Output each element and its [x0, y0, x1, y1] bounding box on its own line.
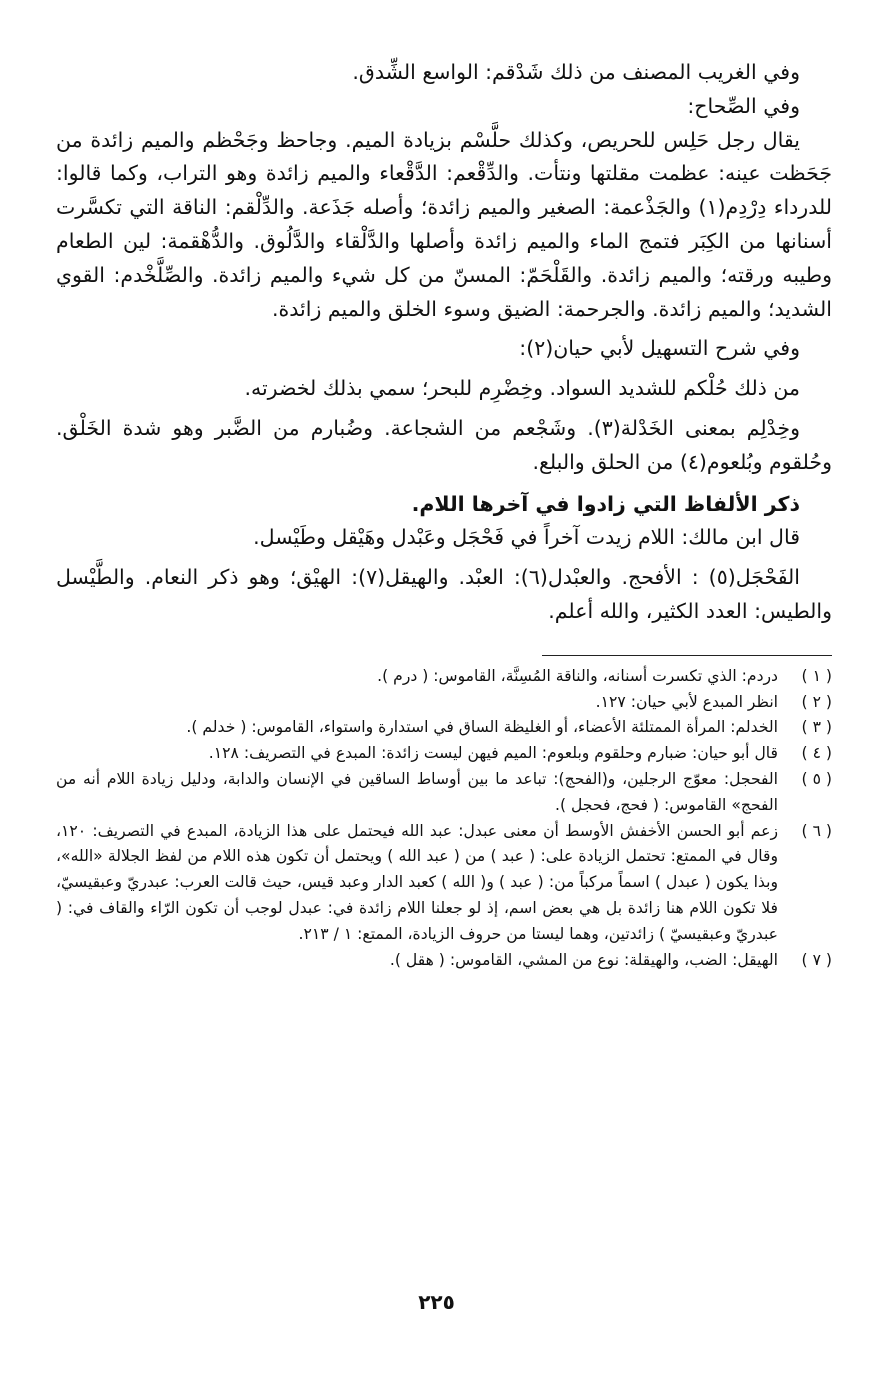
- footnote-number: ( ٢ ): [801, 692, 832, 711]
- footnote-text: الفحجل: معوّج الرجلين، و(الفحج): تباعد ما بين أوساط الساقين في الإنسان والدابة، ودليل زيادة اللام أنه من الفحج» القاموس: ( فحج، فحجل ).: [56, 769, 778, 814]
- page-number: ٢٢٥: [418, 1290, 455, 1314]
- footnote-item: [56, 664, 832, 690]
- footnote-number: ( ٤ ): [801, 744, 832, 763]
- paragraph-hulkum: من ذلك حُلْكم للشديد السواد. وخِضْرِم للبحر؛ سمي بذلك لخضرته.: [244, 376, 800, 401]
- paragraph-ibn-malik: قال ابن مالك: اللام زيدت آخراً في فَحْجَل وعَبْدل وهَيْقل وطَيْسل.: [253, 525, 800, 550]
- footnote-item: [56, 819, 832, 948]
- footnote-text: دردم: الذي تكسرت أسنانه، والناقة المُسِنَّة، القاموس: ( درم ).: [377, 666, 778, 685]
- footnote-number: ( ١ ): [801, 666, 832, 685]
- footnote-item: [56, 948, 832, 974]
- footnote-item: [56, 690, 832, 716]
- paragraph-fahjal: الفَحْجَل(٥) : الأفحج. والعبْدل(٦): العبْد. والهيقل(٧): الهيْق؛ وهو ذكر النعام. والطَّيْسل والطيس: العدد الكثير، والله أعلم.: [56, 565, 832, 623]
- footnote-item: [56, 767, 832, 819]
- footnote-item: [56, 715, 832, 741]
- footnote-separator: [542, 655, 832, 656]
- footnote-text: قال أبو حيان: ضبارم وحلقوم وبلعوم: الميم فيهن ليست زائدة: المبدع في التصريف: ١٢٨.: [208, 744, 778, 763]
- paragraph-sihah-body: يقال رجل حَلِس للحريص، وكذلك حلَّسْم بزيادة الميم. وجاحظ وجَحْظم والميم زائدة من جَحَظت عينه: عظمت مقلتها ونتأت. والدِّقْعم: الدَّقْعاء والميم زائدة وهو التراب، وكما قالوا: للدرداء دِرْدِم(١) والجَذْعمة: الصغير والميم زائدة؛ وأصله جَذَعة. والدِّلْقم: الناقة التي تكسَّرت أسنانها من الكِبَر فتمج الماء والميم زائدة وأصلها والدَّلْقاء والدَّلُوق. والدُّهْقمة: لين الطعام وطيبه ورقته؛ والميم زائدة. والقَلْحَمّ: المسنّ من كل شيء والميم زائدة. والصِّلَّخْدم: القوي الشديد؛ والميم زائدة. والجرحمة: الضيق وسوء الخلق والميم زائدة.: [56, 127, 832, 321]
- paragraph-khidlim: وخِدْلِم بمعنى الخَدْلة(٣). وشَجْعم من الشجاعة. وضُبارم من الضَّبر وهو شدة الخَلْق. وحُلقوم وبُلعوم(٤) من الحلق والبلع.: [56, 415, 832, 474]
- main-text: [56, 56, 832, 629]
- footnote-number: ( ٦ ): [801, 821, 832, 840]
- footnote-text: زعم أبو الحسن الأخفش الأوسط أن معنى عبدل: عبد الله فيحتمل على هذا الزيادة، المبدع في التصريف: ١٢٠، وقال في الممتع: تحتمل الزيادة على: ( عبد ) من ( عبد الله ) ويحتمل أن تكون هذه اللام من لفظ الجلالة «الله»، وبذا يكون ( عبدل ) اسماً مركباً من: ( عبد ) و( الله ) كعبد الدار وعبد قيس، حيث قالت العرب: عبدريّ وعبقيسيّ، فلا تكون اللام هنا زائدة بل هي بعض اسم، إذ لو جعلنا اللام زائدة في: عبدل لوجب أن تكون الرّاء والقاف في: ( عبدريّ وعبقيسيّ ) زائدتين، وهما ليستا من حروف الزيادة، الممتع: ١ / ٢١٣.: [56, 821, 778, 943]
- section-heading: ذكر الألفاظ التي زادوا في آخرها اللام.: [411, 491, 800, 516]
- page-body: [56, 56, 832, 973]
- paragraph-sihah-intro: وفي الصِّحاح:: [687, 93, 800, 118]
- footnote-text: انظر المبدع لأبي حيان: ١٢٧.: [595, 692, 778, 711]
- footnote-item: [56, 741, 832, 767]
- footnote-number: ( ٧ ): [801, 950, 832, 969]
- paragraph-tashil-intro: وفي شرح التسهيل لأبي حيان(٢):: [519, 336, 800, 361]
- footnotes: [56, 664, 832, 974]
- footnote-number: ( ٣ ): [801, 718, 832, 737]
- paragraph-gharib: وفي الغريب المصنف من ذلك شَدْقم: الواسع الشِّدق.: [352, 60, 800, 84]
- footnote-number: ( ٥ ): [801, 769, 832, 788]
- footnote-text: الخدلم: المرأة الممتلئة الأعضاء، أو الغليظة الساق في استدارة واستواء، القاموس: ( خدلم ).: [186, 718, 778, 737]
- footnote-text: الهيقل: الضب، والهيقلة: نوع من المشي، القاموس: ( هقل ).: [389, 950, 778, 969]
